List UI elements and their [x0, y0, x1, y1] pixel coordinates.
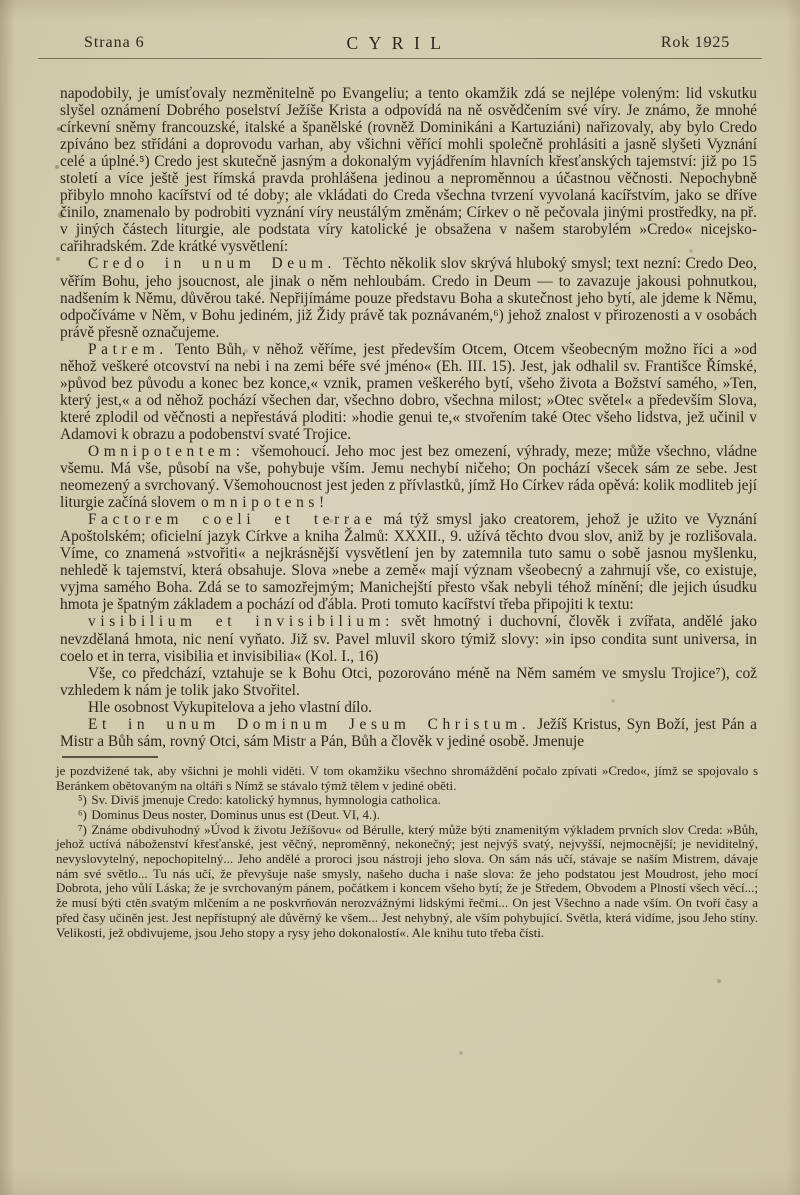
article-body	[56, 85, 758, 940]
footnote-item	[56, 823, 758, 941]
paragraph	[60, 511, 757, 613]
paragraph-tail: omnipotens!	[201, 494, 329, 512]
paragraph-text: Vše, co předchází, vztahuje se k Bohu Otci, pozorováno méně na Něm samém ve smyslu Trojice⁷), což vzhledem k nám je tolik jako Stvořitel.	[60, 664, 757, 699]
page-header	[60, 34, 738, 56]
paragraph-text: Hle osobnost Vykupitelova a jeho vlastní dílo.	[88, 698, 372, 716]
paragraph-lead: Credo in unum Deum.	[88, 255, 337, 273]
paragraph	[60, 255, 757, 340]
paragraph-lead: Et in unum Dominum Jesum Christum.	[88, 715, 531, 733]
footnote-text: Známe obdivuhodný »Úvod k životu Ježíšovu« od Bérulle, který může býti znamenitým výkladem prvních slov Creda: »Bůh, jehož uctívá náboženství křesťanské, jest věčný, neproměnný, nekonečný; jest nejvýš svatý, nejvyšší, nejmocnější; je neviditelný, nevyslovytelný, nepochopitelný... Jeho andělé a proroci jsou nástroji jeho slova. On sám nás učí, stávaje se naším Mistrem, dávaje nám své světlo... Tu nás učí, že převyšuje naše smysly, našeho ducha i naše slova: že jeho podstatou jest Moudrost, jeho mocí Dobrota, jeho vůlí Láska; že je svrchovaným pánem, počátkem i koncem všeho bytí; že je Středem, Obvodem a Plností všech věcí...; že musí býti ctěn svatým mlčením a ne poskvrňován nerozvážnými lidskými řečmi... On jest Všechno a nade vším. On tvoří časy a před časy učiněn jest. Jest nepřístupný ale důvěrný ke všem... Jest nehybný, ale vším pohybující. Světla, která vidíme, jsou Jeho stíny. Velikosti, jež obdivujeme, jsou Jeho stopy a rysy jeho dokonalostí«. Ale knihu tuto třeba čísti.	[56, 821, 758, 940]
paragraph	[60, 716, 757, 750]
footnote-item	[56, 793, 758, 808]
footnote-continuation: je pozdvižené tak, aby všichni je mohli viděti. V tom okamžiku všechno shromáždění počalo zpívati »Credo«, jímž se spojovalo s Beránkem obětovaným na oltáři s Nímž se stávalo týmž tělem v jediné oběti.	[56, 762, 758, 793]
paragraph-lead: Patrem.	[88, 340, 168, 358]
footnote-text: Sv. Diviš jmenuje Credo: katolický hymnus, hymnologia catholica.	[91, 792, 441, 808]
paragraph	[60, 341, 757, 443]
paragraph	[60, 85, 757, 255]
paragraph	[60, 665, 757, 699]
paragraph-text: Ježíš Kristus, Syn Boží, jest Pán a Mistr a Bůh sám, rovný Otci, sám Mistr a Pán, Bůh a člověk v jediné osobě. Jmenuje	[60, 715, 757, 750]
paragraph-text: napodobily, je umísťovaly nezměnitelně po Evangeliu; a tento okamžik zdá se nejlépe voleným: lid vskutku slyšel oznámení Dobrého poselství Ježíše Krista a odpovídá na ně osvědčením své víry. Je známo, že mnohé církevní sněmy francouzské, italské a španělské (rovněž Dominikáni a Kartuziáni) nařizovaly, aby bylo Credo zpíváno bez střídáni a doprovodu varhan, aby všichni věřící mohli společně prohlásiti a jasně slyšeti Vyznání celé a úplné.⁵) Credo jest skutečně jasným a dokonalým vyjádřením hlavních křesťanských tajemství: již po 15 století a více ještě jest římská pravda prohlášena jedinou a neproměnnou a účastnou věčnosti. Nepochybně přibylo mnoho kacířství od té doby; ale vkládati do Creda všechna tvrzení vyvolaná kacířstvím, jako se dříve činilo, znamenalo by podrobiti vyznání víry neustálým změnám; Církev o ně pečovala jinými prostředky, na př. v jiných částech liturgie, ale podstata víry katolické je obsažena v našem starobylém »Credo« nicejsko-cařihradském. Zde krátké vysvětlení:	[60, 85, 757, 256]
footnote-marker: ⁵)	[78, 792, 87, 808]
paragraph	[60, 613, 757, 664]
footnote-separator	[62, 756, 158, 758]
scan-speckles	[0, 0, 2, 2]
paragraph-text: Těchto několik slov skrývá hluboký smysl; text nezní: Credo Deo, věřím Bohu, jeho jsoucnost, ale jinak o něm nehloubám. Credo in Deum — to zavazuje jakousi pohnutkou, nadšením k Němu, důvěrou také. Nepřijímáme pouze představu Boha a skutečnost jeho bytí, ale jdeme k Němu, odpočíváme v Něm, v Bohu jediném, již Židy právě tak poznávaném,⁶) jehož znalost v přirozenosti a v osobách právě přesně označujeme.	[60, 255, 757, 341]
year-label: Rok 1925	[660, 34, 730, 51]
footnote-marker: ⁷)	[78, 821, 87, 837]
footnote-marker: ⁶)	[78, 806, 87, 822]
paragraph-lead: Factorem coeli et terrae	[88, 511, 377, 529]
page-number-label: Strana 6	[84, 34, 145, 51]
footnote-text: Dominus Deus noster, Dominus unus est (Deut. VI, 4.).	[91, 806, 380, 822]
paragraph-lead: visibilium et invisibilium:	[88, 613, 395, 631]
paragraph	[60, 443, 757, 511]
footnote-item	[56, 808, 758, 823]
paragraph-lead: Omnipotentem:	[88, 442, 245, 460]
paragraph-text: svět hmotný i duchovní, člověk i zvířata, andělé jako nevzdělaná hmota, nic není vyňato. Již sv. Pavel mluvil skoro týmiž slovy: »in ipso condita sunt universa, in coelo et in terra, visibilia et invisibilia« (Kol. I., 16)	[60, 613, 757, 665]
header-rule	[38, 58, 762, 59]
paragraph-text: má týž smysl jako creatorem, jehož je užito ve Vyznání Apoštolském; oficielní jazyk Církve a kniha Žalmů: XXXII., 9. užívá těchto dvou slov, aniž by je rozlišovala. Víme, co znamená »stvořiti« a nejkrásnější vysvětlení jen by zatemnila tuto samu o sobě jasnou myšlenku, nehledě k tajemství, která obsahuje. Slova »nebe a země« mají význam všeobecný a zahrnují vše, co existuje, vyjma samého Boha. Zdá se to samozřejmým; Manichejští přesto však nebyli téhož mínění; dle jejich úsudku hmota je špatným základem a pochází od ďábla. Proti tomuto kacířství třeba připojiti k textu:	[60, 511, 757, 614]
paragraph-text: Tento Bůh, v něhož věříme, jest především Otcem, Otcem všeobecným možno říci a »od něhož veškeré otcovství na nebi i na zemi béře své jméno« (Eh. III. 15). Jest, jak odhalil sv. Františce Římské, »původ bez původu a konec bez konce,« vznik, pramen veškerého bytí, všeho života a Božství samého, »Ten, který jest,« a od něhož pochází všechen dar, všechno dobro, všechna milost; »Otec světel« a především Slova, které zplodil od věčnosti a nepřestává ploditi: »hodie genui te,« stvořením také Otec všeho lidstva, jež učinil v Adamovi k obrazu a podobenství svaté Trojice.	[60, 340, 757, 443]
journal-title: CYRIL	[346, 33, 452, 53]
paragraph-text: všemohoucí. Jeho moc jest bez omezení, výhrady, meze; může všechno, vládne všemu. Má vše, působí na vše, pohybuje vším. Jemu nechybí ničeho; On pochází všecek sám ze sebe. Jest neomezený a svrchovaný. Všemohoucnost jest jeden z přívlastků, jímž Ho Církev ráda opěvá: kolik modliteb její liturgie začíná slovem	[60, 442, 757, 512]
footnotes	[56, 764, 758, 940]
paragraph	[60, 699, 757, 716]
